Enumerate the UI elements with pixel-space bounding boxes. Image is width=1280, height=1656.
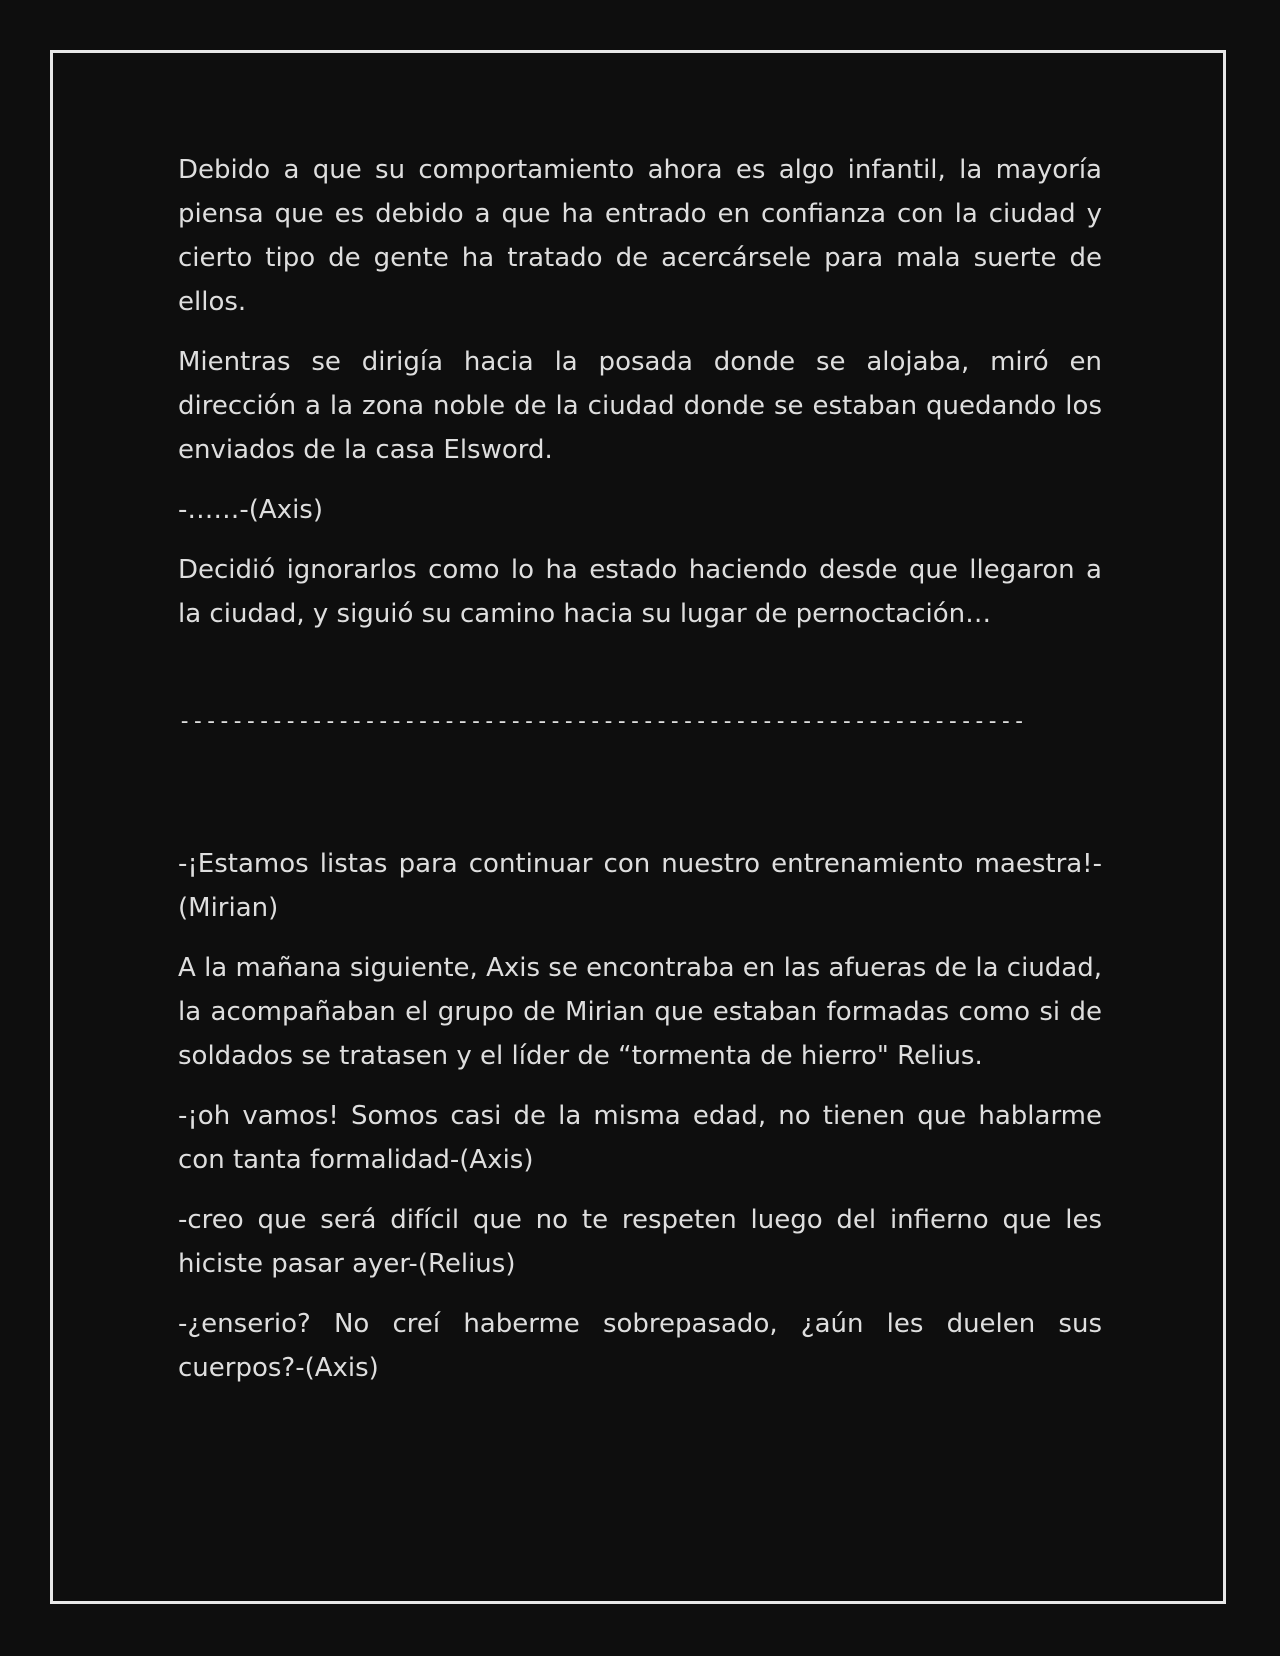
dialogue-line: -……-(Axis) bbox=[178, 495, 323, 525]
paragraph: Debido a que su comportamiento ahora es algo infantil, la mayoría piensa que es debido a que ha entrado en confianza con la ciudad y cierto tipo de gente ha tratado de acercársele para mala suerte de ellos. bbox=[178, 155, 1102, 317]
section-separator: ---------------------------------------------------------------- bbox=[178, 709, 1026, 734]
paragraph: Decidió ignorarlos como lo ha estado haciendo desde que llegaron a la ciudad, y siguió su camino hacia su lugar de pernoctación… bbox=[178, 555, 1102, 629]
paragraph: A la mañana siguiente, Axis se encontraba en las afueras de la ciudad, la acompañaban el grupo de Mirian que estaban formadas como si de soldados se tratasen y el líder de “tormenta de hierro" Relius. bbox=[178, 953, 1102, 1071]
dialogue-line: -¡oh vamos! Somos casi de la misma edad, no tienen que hablarme con tanta formalidad-(Axis) bbox=[178, 1101, 1102, 1175]
dialogue-line: -¿enserio? No creí haberme sobrepasado, ¿aún les duelen sus cuerpos?-(Axis) bbox=[178, 1309, 1102, 1383]
dialogue-line: -creo que será difícil que no te respeten luego del infierno que les hiciste pasar ayer-(Relius) bbox=[178, 1205, 1102, 1279]
dialogue-line: -¡Estamos listas para continuar con nuestro entrenamiento maestra!-(Mirian) bbox=[178, 849, 1102, 923]
paragraph: Mientras se dirigía hacia la posada donde se alojaba, miró en dirección a la zona noble de la ciudad donde se estaban quedando los enviados de la casa Elsword. bbox=[178, 347, 1102, 465]
story-text bbox=[178, 148, 1102, 1406]
